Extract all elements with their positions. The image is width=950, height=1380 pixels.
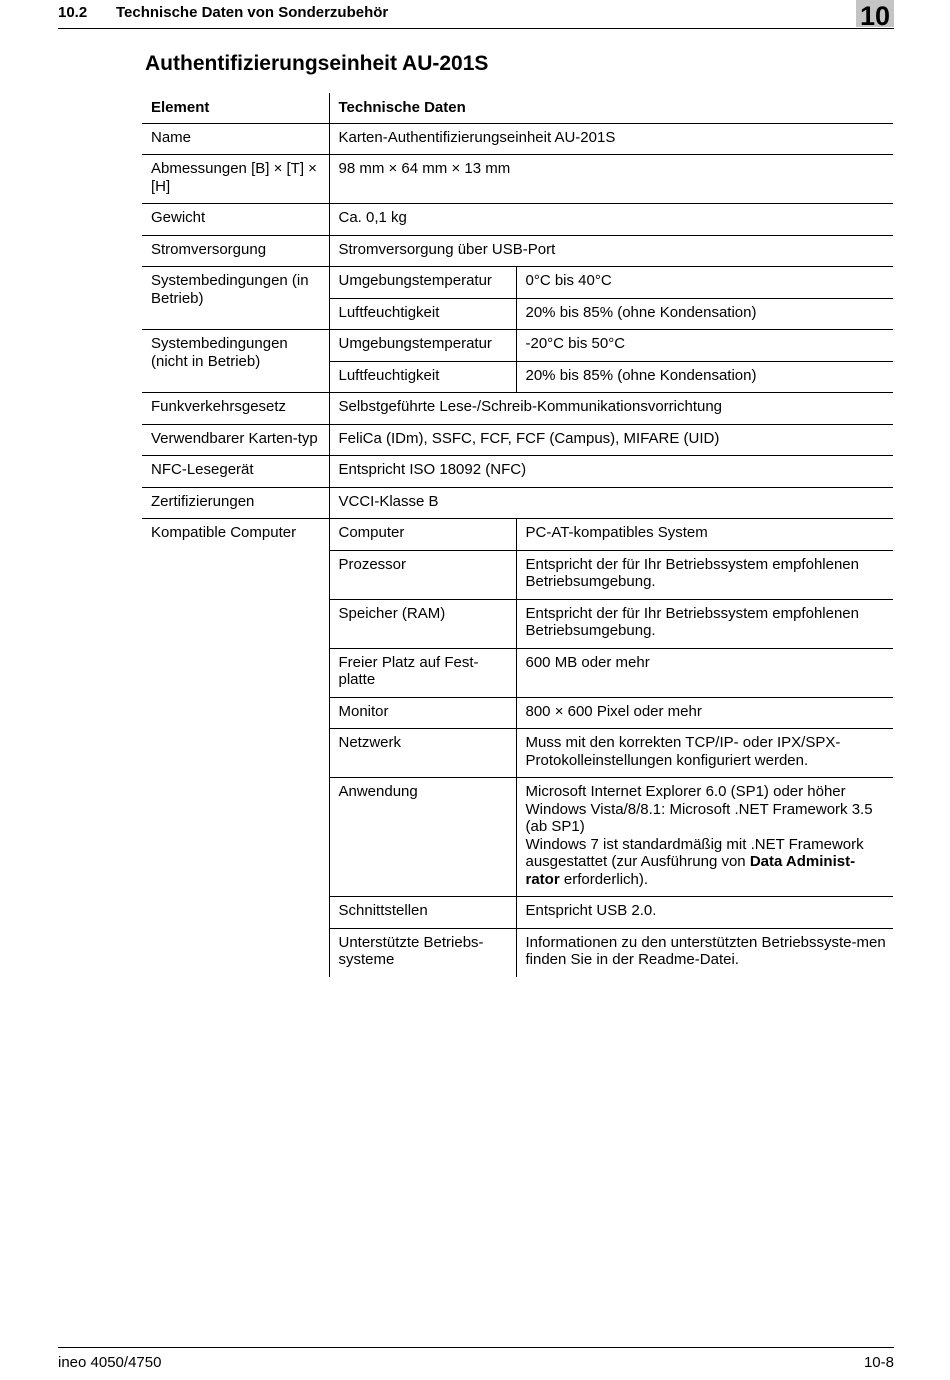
sub-label: Umgebungstemperatur [329,330,516,362]
table-row [142,123,893,155]
table-header-row [142,93,893,123]
row-label: Verwendbarer Karten-typ [142,424,329,456]
product-model: ineo 4050/4750 [58,1354,162,1371]
app-text-bold: Data Administ-rator [525,853,856,888]
sub-label: Freier Platz auf Fest-platte [329,648,516,697]
table-row [142,204,893,236]
column-header-data: Technische Daten [329,93,893,123]
table-row [142,393,893,425]
row-label: Name [142,123,329,155]
page-number: 10-8 [863,1354,894,1371]
row-value: Stromversorgung über USB-Port [329,235,893,267]
sub-value: Entspricht der für Ihr Betriebssystem empfohlenen Betriebsumgebung. [516,599,893,648]
chapter-number-badge: 10 [856,0,894,27]
table-row [142,487,893,519]
row-value: FeliCa (IDm), SSFC, FCF, FCF (Campus), MIFARE (UID) [329,424,893,456]
sub-label: Prozessor [329,550,516,599]
sub-label: Speicher (RAM) [329,599,516,648]
table-row [142,456,893,488]
sub-value: Muss mit den korrekten TCP/IP- oder IPX/SPX-Protokolleinstellungen konfiguriert werden. [516,729,893,778]
sub-value: Informationen zu den unterstützten Betriebssyste-men finden Sie in der Readme-Datei. [525,933,886,968]
sub-value: Entspricht der für Ihr Betriebssystem empfohlenen Betriebsumgebung. [516,550,893,599]
sub-label: Umgebungstemperatur [329,267,516,299]
running-header [58,0,894,29]
app-text-part: Microsoft Internet Explorer 6.0 (SP1) oder höher Windows Vista/8/8.1: Microsoft .NET Framework 3.5 (ab SP1) [525,783,873,835]
sub-label: Netzwerk [329,729,516,778]
sub-value: 800 × 600 Pixel oder mehr [516,697,893,729]
row-value: VCCI-Klasse B [329,487,893,519]
page-footer [58,1347,894,1380]
sub-label: Luftfeuchtigkeit [329,298,516,330]
row-label: Gewicht [142,204,329,236]
sub-label: Schnittstellen [329,897,516,929]
specification-table [142,93,893,977]
column-header-element: Element [142,93,329,123]
row-label: Funkverkehrsgesetz [142,393,329,425]
row-label: NFC-Lesegerät [142,456,329,488]
row-label: Systembedingungen (in Betrieb) [142,267,329,330]
sub-value: 20% bis 85% (ohne Kondensation) [516,361,893,393]
sub-label: Monitor [329,697,516,729]
row-value: Entspricht ISO 18092 (NFC) [329,456,893,488]
table-row [142,330,893,362]
app-text-part: erforderlich). [563,870,649,888]
sub-value: 0°C bis 40°C [516,267,893,299]
sub-label: Anwendung [329,778,516,897]
table-row [142,235,893,267]
row-value: Selbstgeführte Lese-/Schreib-Kommunikationsvorrichtung [329,393,893,425]
table-row [142,155,893,204]
app-text-part: Windows 7 ist standardmäßig mit .NET Framework ausgestattet (zur Ausführung von [525,835,864,870]
sub-label: Computer [329,519,516,551]
table-row [142,267,893,299]
sub-value: 20% bis 85% (ohne Kondensation) [516,298,893,330]
row-label: Zertifizierungen [142,487,329,519]
table-row [142,424,893,456]
section-title: Technische Daten von Sonderzubehör [116,4,389,21]
page-title: Authentifizierungseinheit AU-201S [145,52,489,75]
sub-value: 600 MB oder mehr [516,648,893,697]
sub-value [516,778,893,897]
row-label: Stromversorgung [142,235,329,267]
sub-value: Entspricht USB 2.0. [516,897,893,929]
section-number: 10.2 [58,4,88,21]
row-value: 98 mm × 64 mm × 13 mm [329,155,893,204]
sub-value: -20°C bis 50°C [516,330,893,362]
row-label: Abmessungen [B] × [T] × [H] [142,155,329,204]
sub-value: PC-AT-kompatibles System [516,519,893,551]
sub-label: Luftfeuchtigkeit [329,361,516,393]
table-row [142,519,893,551]
row-value: Karten-Authentifizierungseinheit AU-201S [329,123,893,155]
sub-label: Unterstützte Betriebs-systeme [329,928,516,977]
row-label: Kompatible Computer [142,519,329,977]
row-label: Systembedingungen (nicht in Betrieb) [142,330,329,393]
row-value: Ca. 0,1 kg [329,204,893,236]
